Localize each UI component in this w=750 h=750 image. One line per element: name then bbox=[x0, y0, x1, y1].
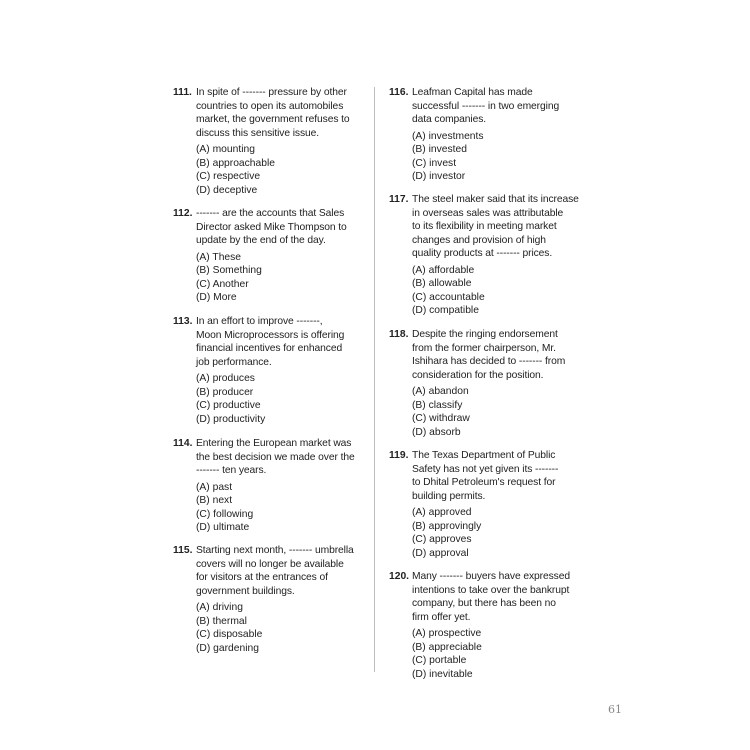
question-number: 115. bbox=[173, 545, 193, 556]
question-113 bbox=[173, 315, 373, 426]
question-117 bbox=[389, 193, 589, 318]
stem-line: from the former chairperson, Mr. bbox=[412, 342, 556, 354]
question-number: 116. bbox=[389, 87, 409, 98]
question-stem bbox=[412, 86, 589, 127]
option-a[interactable]: (A) past bbox=[196, 481, 233, 493]
stem-line: the best decision we made over the bbox=[196, 451, 355, 463]
option-a[interactable]: (A) abandon bbox=[412, 386, 469, 397]
stem-line: Leafman Capital has made bbox=[412, 87, 533, 98]
question-number: 111. bbox=[173, 87, 192, 98]
stem-line: company, but there has been no bbox=[412, 598, 556, 609]
option-b[interactable]: (B) next bbox=[196, 495, 233, 506]
stem-line: successful ------- in two emerging bbox=[412, 100, 560, 112]
option-b[interactable]: (B) thermal bbox=[196, 615, 247, 627]
option-a[interactable]: (A) mounting bbox=[196, 144, 255, 155]
option-a[interactable]: (A) driving bbox=[196, 602, 243, 613]
question-number: 114. bbox=[173, 438, 193, 449]
stem-line: quality products at ------- prices. bbox=[412, 248, 553, 259]
stem-line: to its flexibility in meeting market bbox=[412, 221, 557, 232]
stem-line: covers will no longer be available bbox=[196, 558, 344, 570]
stem-line: Moon Microprocessors is offering bbox=[196, 329, 345, 341]
stem-line: countries to open its automobiles bbox=[196, 100, 344, 112]
question-stem bbox=[412, 193, 589, 261]
question-115 bbox=[173, 544, 373, 655]
stem-line: data companies. bbox=[412, 114, 487, 125]
answer-options bbox=[412, 506, 589, 560]
option-d[interactable]: (D) absorb bbox=[412, 426, 461, 438]
stem-line: Despite the ringing endorsement bbox=[412, 329, 558, 340]
option-d[interactable]: (D) compatible bbox=[412, 305, 479, 316]
stem-line: update by the end of the day. bbox=[196, 235, 326, 246]
option-a[interactable]: (A) These bbox=[196, 251, 242, 263]
stem-line: firm offer yet. bbox=[412, 611, 471, 623]
stem-line: ------- ten years. bbox=[196, 465, 267, 476]
answer-options bbox=[412, 130, 589, 184]
stem-line: job performance. bbox=[196, 356, 272, 368]
answer-options bbox=[196, 143, 373, 197]
stem-line: Entering the European market was bbox=[196, 438, 352, 449]
stem-line: The steel maker said that its increase bbox=[412, 194, 579, 205]
stem-line: building permits. bbox=[412, 490, 486, 502]
question-stem bbox=[196, 437, 373, 478]
answer-options bbox=[196, 251, 373, 305]
option-b[interactable]: (B) invested bbox=[412, 144, 467, 155]
column-divider bbox=[374, 87, 375, 672]
question-stem bbox=[196, 315, 373, 369]
stem-line: Ishihara has decided to ------- from bbox=[412, 356, 566, 367]
stem-line: In spite of ------- pressure by other bbox=[196, 87, 347, 98]
option-b[interactable]: (B) Something bbox=[196, 265, 262, 276]
stem-line: financial incentives for enhanced bbox=[196, 343, 343, 354]
question-stem bbox=[196, 544, 373, 598]
option-a[interactable]: (A) prospective bbox=[412, 628, 482, 639]
question-118 bbox=[389, 328, 589, 439]
question-119 bbox=[389, 449, 589, 560]
option-b[interactable]: (B) classify bbox=[412, 399, 463, 411]
question-number: 120. bbox=[389, 571, 410, 582]
answer-options bbox=[196, 481, 373, 535]
question-stem bbox=[412, 328, 589, 382]
option-d[interactable]: (D) investor bbox=[412, 171, 466, 182]
question-112 bbox=[173, 207, 373, 305]
answer-options bbox=[412, 385, 589, 439]
question-114 bbox=[173, 437, 373, 535]
option-d[interactable]: (D) ultimate bbox=[196, 522, 250, 533]
option-c[interactable]: (C) following bbox=[196, 508, 254, 520]
option-c[interactable]: (C) portable bbox=[412, 655, 467, 666]
option-d[interactable]: (D) More bbox=[196, 292, 237, 303]
question-number: 117. bbox=[389, 194, 409, 205]
option-a[interactable]: (A) approved bbox=[412, 507, 472, 518]
stem-line: intentions to take over the bankrupt bbox=[412, 584, 570, 596]
question-stem bbox=[196, 86, 373, 140]
stem-line: consideration for the position. bbox=[412, 369, 544, 381]
option-c[interactable]: (C) withdraw bbox=[412, 413, 470, 424]
option-b[interactable]: (B) appreciable bbox=[412, 641, 482, 653]
stem-line: The Texas Department of Public bbox=[412, 450, 556, 461]
stem-line: in overseas sales was attributable bbox=[412, 207, 564, 219]
option-c[interactable]: (C) approves bbox=[412, 534, 472, 545]
option-d[interactable]: (D) deceptive bbox=[196, 184, 258, 196]
option-d[interactable]: (D) inevitable bbox=[412, 668, 473, 680]
option-d[interactable]: (D) approval bbox=[412, 547, 469, 559]
option-b[interactable]: (B) approachable bbox=[196, 157, 275, 169]
question-stem bbox=[412, 570, 589, 624]
question-number: 118. bbox=[389, 329, 409, 340]
option-a[interactable]: (A) affordable bbox=[412, 264, 475, 276]
option-d[interactable]: (D) productivity bbox=[196, 413, 266, 425]
stem-line: discuss this sensitive issue. bbox=[196, 127, 320, 139]
option-c[interactable]: (C) disposable bbox=[196, 629, 263, 640]
answer-options bbox=[412, 627, 589, 681]
stem-line: ------- are the accounts that Sales bbox=[196, 208, 345, 219]
question-116 bbox=[389, 86, 589, 184]
answer-options bbox=[412, 264, 589, 318]
option-b[interactable]: (B) approvingly bbox=[412, 520, 482, 532]
option-c[interactable]: (C) invest bbox=[412, 157, 457, 169]
question-number: 113. bbox=[173, 316, 193, 327]
option-d[interactable]: (D) gardening bbox=[196, 642, 259, 654]
question-number: 119. bbox=[389, 450, 409, 461]
stem-line: market, the government refuses to bbox=[196, 114, 350, 125]
option-c[interactable]: (C) Another bbox=[196, 278, 249, 290]
stem-line: to Dhital Petroleum's request for bbox=[412, 477, 556, 488]
option-c[interactable]: (C) accountable bbox=[412, 291, 485, 303]
answer-options bbox=[196, 601, 373, 655]
answer-options bbox=[196, 372, 373, 426]
stem-line: Safety has not yet given its ------- bbox=[412, 463, 559, 475]
question-stem bbox=[196, 207, 373, 248]
option-b[interactable]: (B) producer bbox=[196, 386, 254, 398]
option-c[interactable]: (C) respective bbox=[196, 171, 261, 182]
stem-line: for visitors at the entrances of bbox=[196, 572, 328, 583]
question-number: 112. bbox=[173, 208, 193, 219]
stem-line: government buildings. bbox=[196, 585, 295, 597]
option-c[interactable]: (C) productive bbox=[196, 400, 261, 411]
question-stem bbox=[412, 449, 589, 503]
stem-line: Starting next month, ------- umbrella bbox=[196, 545, 354, 556]
option-b[interactable]: (B) allowable bbox=[412, 278, 472, 289]
stem-line: Many ------- buyers have expressed bbox=[412, 571, 570, 582]
stem-line: changes and provision of high bbox=[412, 234, 546, 246]
question-111 bbox=[173, 86, 373, 197]
option-a[interactable]: (A) produces bbox=[196, 373, 255, 384]
question-120 bbox=[389, 570, 589, 681]
page-number: 61 bbox=[608, 703, 622, 716]
stem-line: Director asked Mike Thompson to bbox=[196, 221, 347, 233]
stem-line: In an effort to improve -------, bbox=[196, 316, 323, 327]
option-a[interactable]: (A) investments bbox=[412, 130, 484, 142]
